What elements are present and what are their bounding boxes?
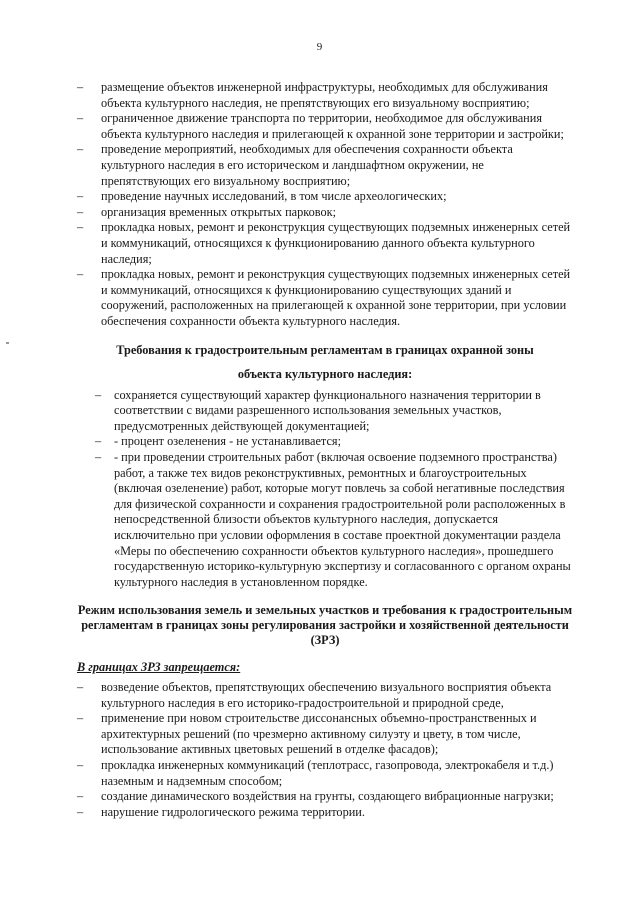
list-item-text: организация временных открытых парковок; xyxy=(101,204,337,219)
list-item-text: прокладка новых, ремонт и реконструкция существующих подземных инженерных сетей и коммуникаций, относящихся к функционированию данного объекта культурного наследия; xyxy=(101,220,571,266)
list-dash: – xyxy=(77,757,84,772)
list-dash: – xyxy=(77,220,84,235)
permitted-list xyxy=(77,80,573,330)
list-item-text: прокладка инженерных коммуникаций (теплотрасс, газопровода, электрокабеля и т.д.) наземным и надземным способом; xyxy=(101,757,554,788)
list-item-text: - процент озеленения - не устанавливается; xyxy=(114,434,341,449)
list-item-text: возведение объектов, препятствующих обеспечению визуального восприятия объекта культурного наследия в его историко-градостроительной и природной среде, xyxy=(101,680,552,710)
list-item xyxy=(77,111,573,142)
list-item-text: нарушение гидрологического режима территории. xyxy=(101,804,365,819)
protection-zone-heading-line2: объекта культурного наследия: xyxy=(237,367,413,382)
list-dash: – xyxy=(77,142,84,157)
prohibited-list xyxy=(77,680,573,820)
page-number: 9 xyxy=(316,41,323,53)
list-dash: – xyxy=(77,680,84,694)
list-item xyxy=(77,805,573,821)
list-item-text: проведение научных исследований, в том числе археологических; xyxy=(101,189,447,204)
list-dash: – xyxy=(95,434,102,449)
list-dash: – xyxy=(95,450,102,465)
list-item xyxy=(77,450,573,590)
zrz-heading: Режим использования земель и земельных участков и требования к градостроительным регламентам в границах зоны регулирования застройки и хозяйственной деятельности (ЗРЗ) xyxy=(77,603,573,648)
list-item xyxy=(77,789,573,805)
list-item xyxy=(77,220,573,267)
list-dash: – xyxy=(77,789,84,804)
list-dash: – xyxy=(77,267,84,282)
list-item xyxy=(77,142,573,189)
list-item xyxy=(77,758,573,789)
list-item xyxy=(77,711,573,758)
list-item xyxy=(77,434,573,450)
list-dash: – xyxy=(77,204,84,219)
list-dash: – xyxy=(77,189,84,204)
list-item xyxy=(77,189,573,205)
list-item-text: применение при новом строительстве диссонансных объемно-пространственных и архитектурных решений (по чрезмерно активному силуэту и цвету, в том числе, использование активных цветовых решений в отделке фасадов); xyxy=(101,711,537,757)
list-item-text: проведение мероприятий, необходимых для обеспечения сохранности объекта культурного наследия в его историческом и ландшафтном окружении, не препятствующих его визуальному восприятию; xyxy=(101,142,513,188)
protection-zone-heading-line1: Требования к градостроительным регламентам в границах охранной зоны xyxy=(116,342,534,357)
margin-mark xyxy=(6,342,9,344)
list-item-text: прокладка новых, ремонт и реконструкция существующих подземных инженерных сетей и коммуникаций, относящихся к функционированию существующих зданий и сооружений, расположенных на прилегающей к охранной зоне территории, при условии обеспечения сохранности объекта культурного наследия. xyxy=(101,267,571,328)
document-body xyxy=(77,80,573,820)
list-item-text: - при проведении строительных работ (включая освоение подземного пространства) работ, а также тех видов реконструктивных, ремонтных и благоустроительных (включая озеленение) работ, которые могут повлечь за собой негативные последствия для физической сохранности и сохранения градостроительной роли расположенных в непосредственной близости объектов культурного наследия, допускается исключительно при условии оформления в составе проектной документации раздела «Меры по обеспечению сохранности объектов культурного наследия», прошедшего государственную историко-культурную экспертизу и согласованного с органом охраны культурного наследия в установленном порядке. xyxy=(114,450,571,589)
list-item-text: ограниченное движение транспорта по территории, необходимое для обслуживания объекта культурного наследия и прилегающей к охранной зоне территории и застройки; xyxy=(101,111,564,141)
list-item-text: создание динамического воздействия на грунты, создающего вибрационные нагрузки; xyxy=(101,789,554,804)
list-item xyxy=(77,388,573,435)
requirements-list xyxy=(77,388,573,591)
list-item-text: размещение объектов инженерной инфраструктуры, необходимых для обслуживания объекта культурного наследия, не препятствующих его визуальному восприятию; xyxy=(101,80,548,110)
list-item xyxy=(77,205,573,221)
list-dash: – xyxy=(95,387,102,402)
list-item xyxy=(77,680,573,711)
list-item xyxy=(77,80,573,111)
list-item-text: сохраняется существующий характер функционального назначения территории в соответствии с видами разрешенного использования земельных участков, предусмотренных действующей документацией; xyxy=(114,387,541,433)
list-dash: – xyxy=(77,80,84,94)
zrz-prohibited-subheading: В границах ЗРЗ запрещается: xyxy=(77,660,241,675)
list-dash: – xyxy=(77,111,84,126)
list-dash: – xyxy=(77,804,84,819)
list-item xyxy=(77,267,573,329)
list-dash: – xyxy=(77,711,84,726)
